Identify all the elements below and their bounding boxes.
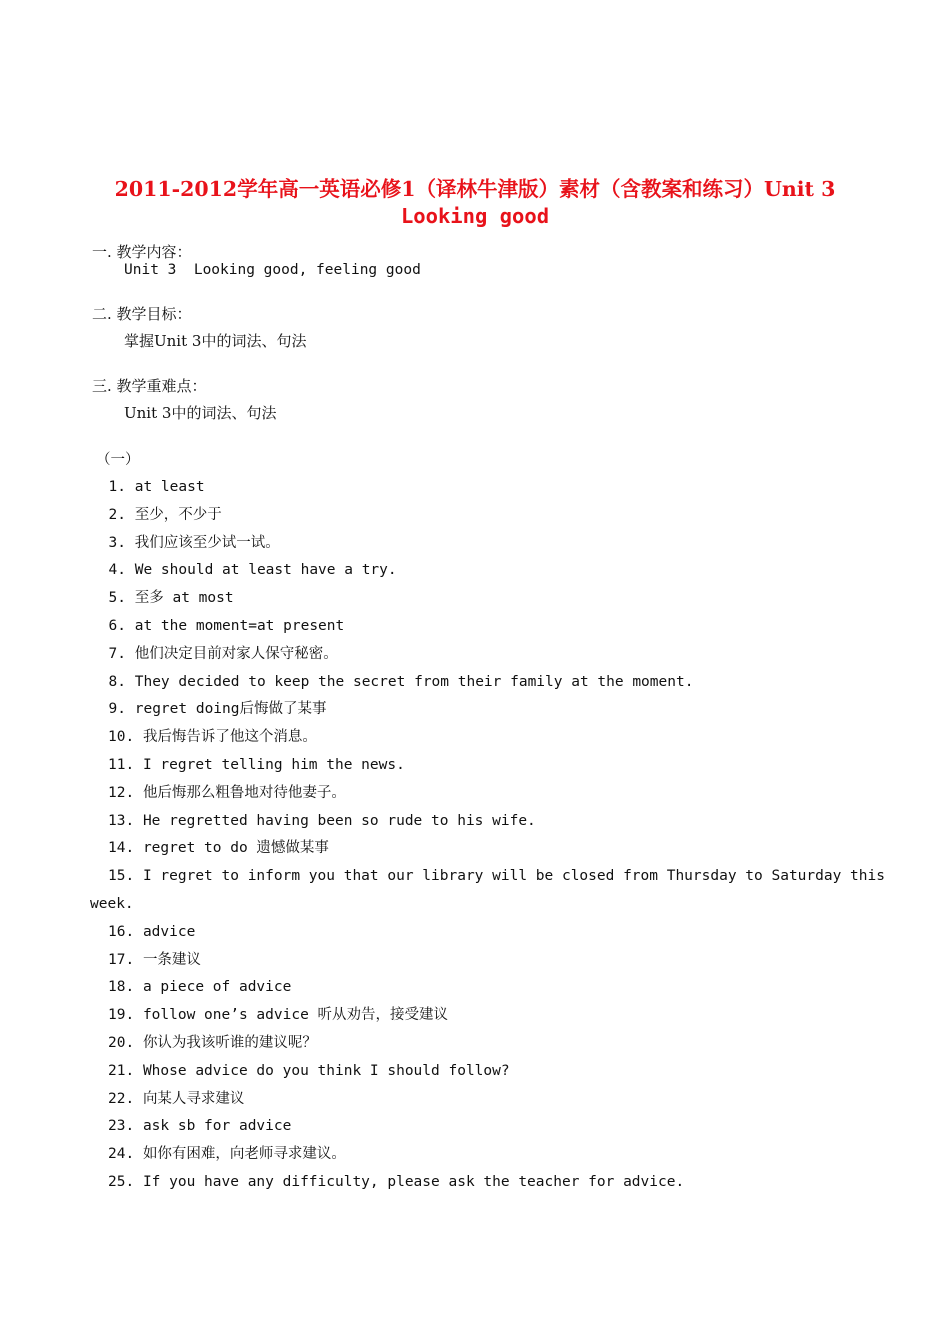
item-text: 你认为我该听谁的建议呢？ — [142, 1034, 317, 1051]
title-line-1: 2011-2012学年高一英语必修1（译林牛津版）素材（含教案和练习）Unit 3 — [114, 177, 836, 201]
section-2-content: 掌握Unit 3中的词法、句法 — [124, 332, 307, 350]
section-1-heading: 一. 教学内容： — [92, 243, 192, 261]
item-number: 17. — [108, 951, 135, 968]
item-text: 至少，不少于 — [134, 506, 222, 523]
item-number: 5. — [108, 590, 126, 607]
list-item — [90, 613, 870, 641]
list-item — [90, 1141, 870, 1169]
item-number: 10. — [108, 729, 135, 746]
item-number: 16. — [108, 923, 135, 940]
list-item — [90, 669, 870, 697]
item-number: 7. — [108, 645, 126, 662]
item-text: a piece of advice — [142, 979, 292, 996]
item-text: advice — [142, 923, 196, 940]
item-text: We should at least have a try. — [134, 562, 397, 579]
list-item — [90, 1113, 870, 1141]
item-number: 25. — [108, 1173, 135, 1190]
item-number: 18. — [108, 979, 135, 996]
list-item — [90, 808, 870, 836]
item-text: 一条建议 — [142, 951, 201, 968]
list-item — [90, 1030, 870, 1058]
item-number: 9. — [108, 701, 126, 718]
list-item — [90, 780, 870, 808]
list-item — [90, 585, 870, 613]
item-number: 13. — [108, 812, 135, 829]
list-item — [90, 474, 870, 502]
item-number: 15. — [108, 868, 135, 885]
item-text: I regret telling him the news. — [142, 756, 405, 773]
section-3-heading: 三. 教学重难点： — [92, 377, 207, 395]
list-item — [90, 863, 885, 891]
item-text: ask sb for advice — [142, 1118, 292, 1135]
item-number: 6. — [108, 617, 126, 634]
list-item — [90, 502, 870, 530]
list-item-continuation — [90, 891, 870, 919]
list-item — [90, 752, 870, 780]
item-number: 22. — [108, 1090, 135, 1107]
list-item — [90, 1002, 870, 1030]
list-item — [90, 724, 870, 752]
list-item — [90, 696, 870, 724]
item-text-continuation: week. — [90, 895, 134, 912]
item-number: 19. — [108, 1007, 135, 1024]
document-title — [60, 176, 890, 230]
list-item — [90, 1086, 870, 1114]
item-text: Whose advice do you think I should follow? — [142, 1062, 510, 1079]
item-text: at least — [134, 479, 205, 495]
vocabulary-list — [90, 474, 885, 1197]
item-number: 21. — [108, 1062, 135, 1079]
list-item — [90, 947, 870, 975]
item-text: 向某人寻求建议 — [142, 1090, 245, 1107]
item-text: follow one’s advice 听从劝告，接受建议 — [142, 1007, 449, 1024]
item-text: He regretted having been so rude to his wife. — [142, 812, 536, 829]
item-text: 至多 at most — [134, 590, 234, 607]
list-item — [90, 1169, 870, 1197]
item-number: 23. — [108, 1118, 135, 1135]
item-number: 3. — [108, 534, 126, 551]
item-text: If you have any difficulty, please ask the teacher for advice. — [142, 1173, 685, 1190]
list-item — [90, 530, 870, 558]
item-number: 12. — [108, 784, 135, 801]
item-number: 14. — [108, 840, 135, 857]
item-number: 24. — [108, 1146, 135, 1163]
list-item — [90, 919, 870, 947]
item-text: I regret to inform you that our library will be closed from Thursday to Saturday this — [142, 868, 885, 885]
item-text: at the moment=at present — [134, 617, 345, 634]
item-text: 如你有困难，向老师寻求建议。 — [142, 1146, 346, 1163]
item-number: 1. — [108, 479, 126, 495]
item-text: regret doing后悔做了某事 — [134, 701, 327, 718]
item-number: 20. — [108, 1034, 135, 1051]
list-item — [90, 1058, 870, 1086]
list-item — [90, 641, 870, 669]
item-text: 我后悔告诉了他这个消息。 — [142, 729, 317, 746]
item-number: 11. — [108, 756, 135, 773]
section-1-content: Unit 3 Looking good, feeling good — [124, 262, 421, 278]
item-text: 我们应该至少试一试。 — [134, 534, 280, 551]
item-text: 他后悔那么粗鲁地对待他妻子。 — [142, 784, 346, 801]
section-3-content: Unit 3中的词法、句法 — [124, 404, 277, 422]
list-item — [90, 557, 870, 585]
item-text: They decided to keep the secret from their family at the moment. — [134, 673, 694, 690]
item-number: 2. — [108, 506, 126, 523]
group-label: （一） — [96, 452, 140, 468]
item-number: 4. — [108, 562, 126, 579]
list-item — [90, 835, 870, 863]
item-text: 他们决定目前对家人保守秘密。 — [134, 645, 338, 662]
title-line-2: Looking good — [400, 204, 550, 228]
section-2-heading: 二. 教学目标： — [92, 305, 192, 323]
list-item — [90, 974, 870, 1002]
item-text: regret to do 遗憾做某事 — [142, 840, 329, 857]
item-number: 8. — [108, 673, 126, 690]
